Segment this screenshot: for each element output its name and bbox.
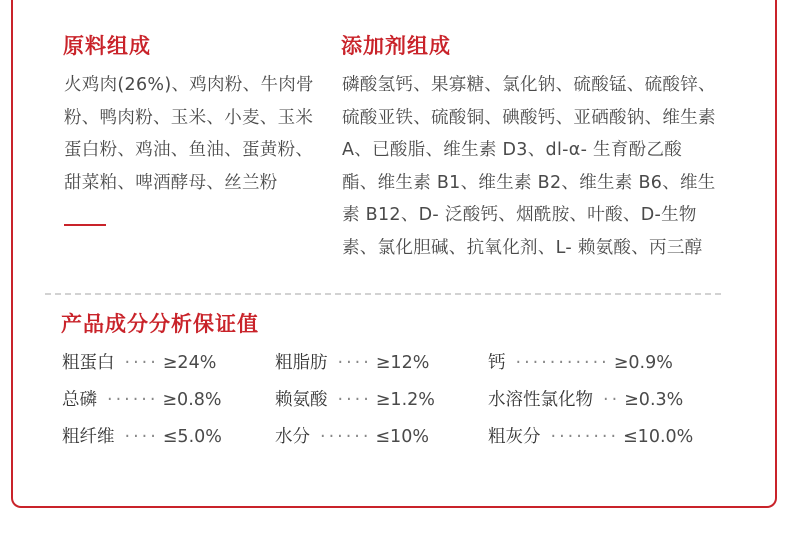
spec-name: 水溶性氯化物 [488, 390, 593, 410]
spec-item-crude-protein [62, 349, 216, 374]
spec-item-calcium [488, 349, 673, 374]
spec-value: ≤5.0% [162, 427, 222, 447]
spec-value: ≥0.8% [162, 390, 222, 410]
additives-text: 磷酸氢钙、果寡糖、氯化钠、硫酸锰、硫酸锌、硫酸亚铁、硫酸铜、碘酸钙、亚硒酸钠、维生素 A、已酸脂、维生素 D3、dl-α- 生育酚乙酸酯、维生素 B1、维生素 B2、维生素 B6、维生素 B12、D- 泛酸钙、烟酰胺、叶酸、D-生物素、氯化胆碱、抗氧化剂、L- 赖氨酸、丙三醇 [342, 75, 716, 258]
spec-value: ≥24% [162, 353, 217, 373]
spec-value: ≤10% [375, 427, 429, 447]
raw-materials-text: 火鸡肉(26%)、鸡肉粉、牛肉骨粉、鸭肉粉、玉米、小麦、玉米蛋白粉、鸡油、鱼油、蛋黄粉、甜菜粕、啤酒酵母、丝兰粉 [64, 75, 314, 193]
raw-materials-heading: 原料组成 [63, 34, 151, 58]
heading-underline-accent [64, 224, 106, 226]
spec-leader-dots: ·· [603, 390, 621, 410]
spec-name: 粗灰分 [488, 427, 541, 447]
spec-name: 钙 [488, 353, 506, 373]
spec-leader-dots: ········ [550, 427, 620, 447]
spec-item-water-soluble-chloride [488, 386, 683, 411]
spec-item-lysine [275, 386, 435, 411]
spec-leader-dots: ···· [124, 353, 159, 373]
spec-item-crude-fat [275, 349, 429, 374]
spec-name: 粗纤维 [62, 427, 115, 447]
top-rule [13, 0, 775, 1]
spec-leader-dots: ··········· [515, 353, 610, 373]
spec-value: ≥1.2% [375, 390, 435, 410]
spec-name: 总磷 [62, 390, 97, 410]
spec-name: 粗蛋白 [62, 353, 115, 373]
spec-item-moisture [275, 423, 429, 448]
spec-item-total-phosphorus [62, 386, 222, 411]
spec-value: ≥0.9% [613, 353, 673, 373]
spec-name: 水分 [275, 427, 310, 447]
section-divider [45, 293, 721, 295]
analysis-heading: 产品成分分析保证值 [61, 312, 259, 336]
spec-value: ≤10.0% [623, 427, 694, 447]
spec-leader-dots: ···· [337, 390, 372, 410]
additives-heading: 添加剂组成 [341, 34, 451, 58]
spec-item-crude-fiber [62, 423, 222, 448]
spec-leader-dots: ······ [107, 390, 159, 410]
spec-value: ≥12% [375, 353, 430, 373]
spec-leader-dots: ···· [337, 353, 372, 373]
spec-name: 粗脂肪 [275, 353, 328, 373]
spec-name: 赖氨酸 [275, 390, 328, 410]
spec-leader-dots: ···· [124, 427, 159, 447]
spec-item-crude-ash [488, 423, 693, 448]
spec-leader-dots: ······ [320, 427, 372, 447]
spec-value: ≥0.3% [624, 390, 684, 410]
